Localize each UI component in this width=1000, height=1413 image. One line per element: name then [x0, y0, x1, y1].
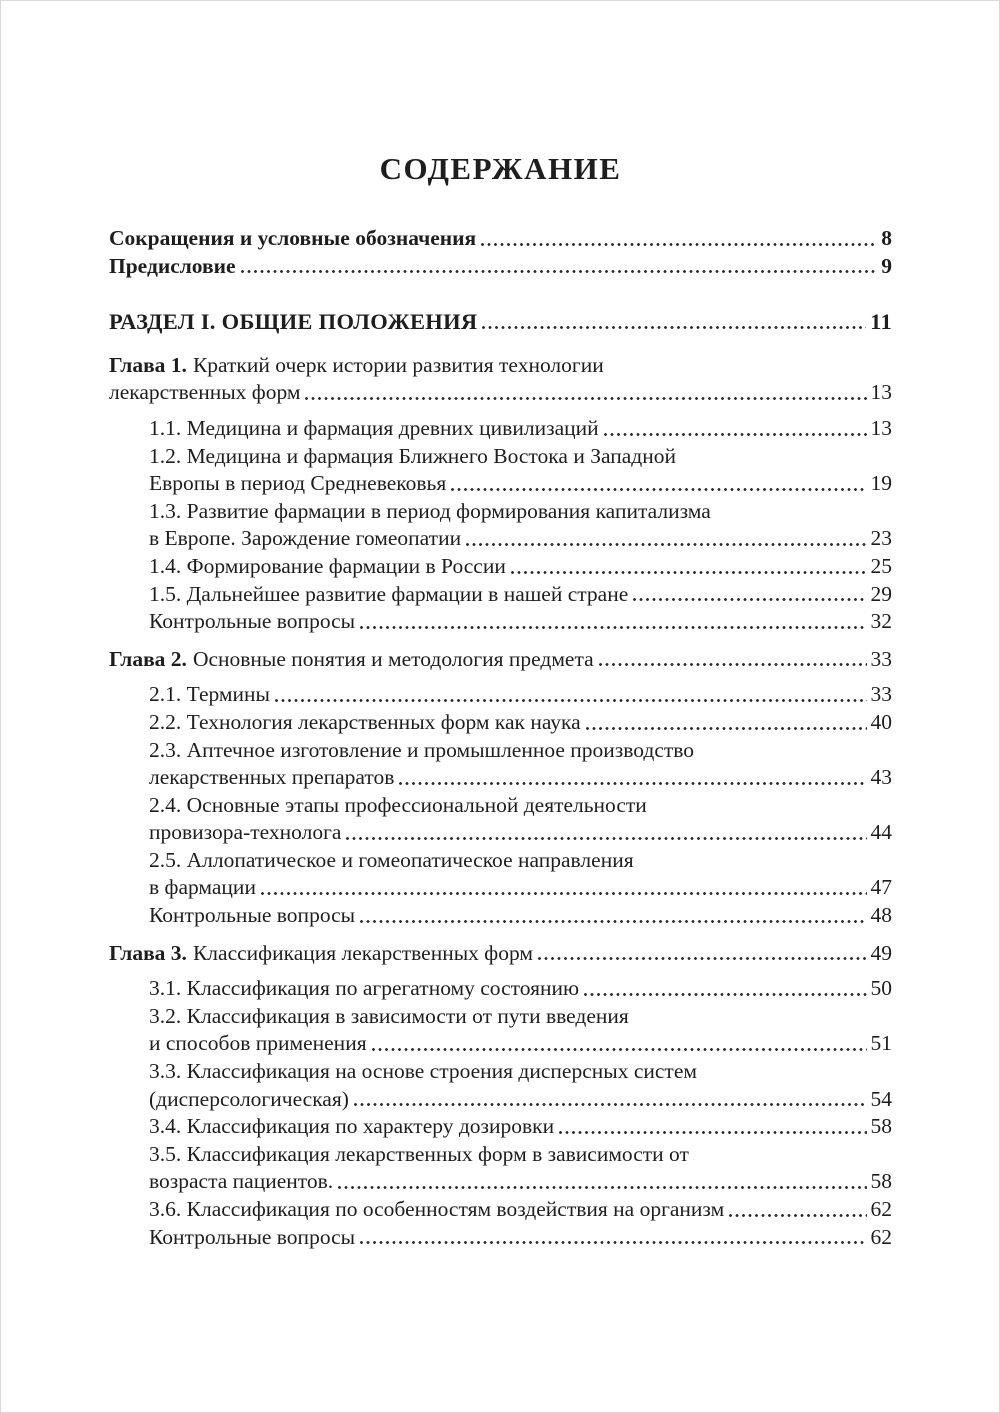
toc-entry — [109, 902, 892, 930]
dot-leader — [466, 543, 866, 546]
toc-entry-line — [149, 1030, 892, 1058]
dot-leader — [305, 397, 866, 400]
toc-entry — [109, 975, 892, 1003]
dot-leader — [604, 433, 867, 436]
entry-text: 1.1. Медицина и фармация древних цивилизаций — [149, 415, 599, 440]
toc-entry — [109, 1224, 892, 1252]
toc-entry-line — [149, 1168, 892, 1196]
toc-entry-line — [109, 379, 892, 407]
page-number: 13 — [870, 415, 892, 440]
entry-text: в фармации — [149, 875, 256, 900]
dot-leader — [481, 243, 877, 246]
chapter-label: Глава 3. — [109, 940, 187, 965]
toc-entry-line — [149, 1113, 892, 1141]
toc-entry-line — [149, 1003, 892, 1031]
chapter-label: Глава 1. — [109, 352, 187, 377]
toc-entry — [109, 737, 892, 792]
dot-leader — [372, 1048, 867, 1051]
toc-entry — [109, 792, 892, 847]
entry-text: РАЗДЕЛ I. ОБЩИЕ ПОЛОЖЕНИЯ — [109, 309, 478, 335]
toc-entry-line — [149, 415, 892, 443]
toc-entry-line — [109, 253, 892, 281]
entry-text: 2.1. Термины — [149, 682, 270, 707]
dot-leader — [338, 1186, 866, 1189]
dot-leader — [511, 571, 867, 574]
toc-entry — [109, 443, 892, 498]
page-number: 54 — [870, 1086, 892, 1111]
dot-leader — [559, 1131, 866, 1134]
dot-leader — [584, 993, 866, 996]
toc-entry-line — [149, 1224, 892, 1252]
toc-entry-line — [149, 581, 892, 609]
toc-entry-line — [149, 1086, 892, 1114]
toc-entry — [109, 1058, 892, 1113]
toc-entry — [109, 225, 892, 253]
dot-leader — [360, 626, 866, 629]
toc-entry-line — [149, 681, 892, 709]
dot-leader — [586, 727, 867, 730]
dot-leader — [360, 920, 866, 923]
toc-entry — [109, 253, 892, 281]
toc-entry — [109, 352, 892, 407]
toc-entry — [109, 681, 892, 709]
dot-leader — [633, 598, 866, 601]
page-number: 58 — [870, 1114, 892, 1139]
toc-entry — [109, 498, 892, 553]
toc-entry-line — [109, 225, 892, 253]
dot-leader — [275, 699, 867, 702]
toc-entry — [109, 553, 892, 581]
toc-entry-line — [109, 646, 892, 674]
entry-text: 3.1. Классификация по агрегатному состоянию — [149, 976, 580, 1001]
entry-text: 2.3. Аптечное изготовление и промышленное производство — [149, 737, 695, 762]
toc-entry — [109, 1113, 892, 1141]
dot-leader — [354, 1103, 867, 1106]
toc-entry-line — [149, 1196, 892, 1224]
page-number: 62 — [870, 1224, 892, 1249]
dot-leader — [538, 957, 866, 960]
page-number: 33 — [870, 646, 892, 671]
entry-text: Контрольные вопросы — [149, 903, 356, 928]
toc-entry — [109, 608, 892, 636]
entry-text: Сокращения и условные обозначения — [109, 226, 477, 250]
entry-text: 3.2. Классификация в зависимости от пути введения — [149, 1003, 629, 1028]
page-number: 62 — [870, 1197, 892, 1221]
toc-entry-line — [109, 308, 892, 336]
toc-entry-line — [149, 1141, 892, 1169]
entry-text: 3.4. Классификация по характеру дозировки — [149, 1114, 555, 1139]
entry-text: 1.3. Развитие фармации в период формирования капитализма — [149, 498, 711, 523]
toc-entry-line — [149, 709, 892, 737]
entry-text: 2.5. Аллопатическое и гомеопатическое направления — [149, 847, 634, 872]
entry-text: 1.5. Дальнейшее развитие фармации в нашей стране — [149, 581, 629, 606]
toc-entry — [109, 1141, 892, 1196]
page-number: 47 — [870, 875, 892, 900]
page-number: 49 — [870, 940, 892, 965]
dot-leader — [360, 1241, 866, 1244]
page-number: 40 — [870, 709, 892, 734]
entry-text: в Европе. Зарождение гомеопатии — [149, 526, 462, 551]
toc-entry — [109, 1196, 892, 1224]
toc-entry — [109, 940, 892, 968]
entry-text: Контрольные вопросы — [149, 1224, 356, 1249]
page-number: 13 — [870, 380, 892, 405]
toc-entry — [109, 308, 892, 336]
dot-leader — [241, 270, 878, 273]
page-number: 44 — [870, 820, 892, 845]
entry-text: и способов применения — [149, 1031, 367, 1056]
entry-text: провизора-технолога — [149, 820, 342, 845]
toc-entry-line — [149, 792, 892, 820]
entry-text: лекарственных форм — [109, 380, 301, 405]
entry-text: 3.5. Классификация лекарственных форм в зависимости от — [149, 1141, 689, 1166]
toc-entry — [109, 847, 892, 902]
page-number: 51 — [870, 1031, 892, 1056]
toc-entry-line — [149, 443, 892, 471]
toc-entry — [109, 646, 892, 674]
page-number: 8 — [881, 226, 892, 250]
entry-text: 1.2. Медицина и фармация Ближнего Востока и Западной — [149, 443, 676, 468]
entry-text: возраста пациентов. — [149, 1169, 334, 1194]
page-number: 23 — [870, 526, 892, 551]
entry-text: Основные понятия и методология предмета — [192, 646, 594, 671]
dot-leader — [399, 782, 866, 785]
toc-entry-line — [149, 737, 892, 765]
entry-text: лекарственных препаратов — [149, 765, 395, 790]
page-title: СОДЕРЖАНИЕ — [379, 151, 622, 186]
dot-leader — [451, 488, 866, 491]
entry-text: Контрольные вопросы — [149, 609, 356, 634]
page-number: 48 — [870, 903, 892, 928]
toc-entry-line — [149, 975, 892, 1003]
toc-entry-line — [149, 498, 892, 526]
entry-text: Краткий очерк истории развития технологии — [192, 352, 604, 377]
toc-entry-line — [149, 874, 892, 902]
page-number: 32 — [870, 609, 892, 634]
toc-entry-line — [149, 819, 892, 847]
page-number: 43 — [870, 765, 892, 790]
toc-list — [109, 225, 892, 1251]
dot-leader — [599, 663, 867, 666]
toc-entry-line — [149, 847, 892, 875]
entry-text: (дисперсологическая) — [149, 1086, 349, 1111]
dot-leader — [482, 326, 866, 329]
page-number: 19 — [870, 471, 892, 496]
entry-text: 2.2. Технология лекарственных форм как наука — [149, 709, 581, 734]
entry-text: 3.3. Классификация на основе строения дисперсных систем — [149, 1059, 697, 1084]
entry-text: 1.4. Формирование фармации в России — [149, 553, 506, 578]
entry-text: Европы в период Средневековья — [149, 471, 447, 496]
toc-entry-line — [149, 470, 892, 498]
page-content — [1, 1, 999, 1251]
page-number: 11 — [870, 309, 892, 335]
toc-entry — [109, 415, 892, 443]
toc-entry-line — [109, 352, 892, 380]
toc-entry-line — [149, 1058, 892, 1086]
toc-entry — [109, 709, 892, 737]
dot-leader — [346, 837, 866, 840]
entry-text: 2.4. Основные этапы профессиональной деятельности — [149, 792, 647, 817]
toc-entry-line — [149, 764, 892, 792]
dot-leader — [729, 1214, 866, 1217]
entry-text: Классификация лекарственных форм — [192, 940, 534, 965]
page-number: 9 — [881, 253, 892, 278]
page-number: 33 — [870, 682, 892, 707]
page-number: 29 — [870, 581, 892, 606]
toc-entry-line — [149, 525, 892, 553]
toc-entry — [109, 1003, 892, 1058]
toc-entry-line — [149, 608, 892, 636]
toc-entry — [109, 581, 892, 609]
page-number: 58 — [870, 1169, 892, 1194]
page-number: 50 — [870, 976, 892, 1001]
toc-entry-line — [149, 902, 892, 930]
entry-text: 3.6. Классификация по особенностям воздействия на организм — [149, 1197, 725, 1221]
toc-entry-line — [109, 940, 892, 968]
chapter-label: Глава 2. — [109, 646, 187, 671]
dot-leader — [261, 892, 867, 895]
toc-entry-line — [149, 553, 892, 581]
page-number: 25 — [870, 553, 892, 578]
entry-text: Предисловие — [109, 253, 236, 278]
